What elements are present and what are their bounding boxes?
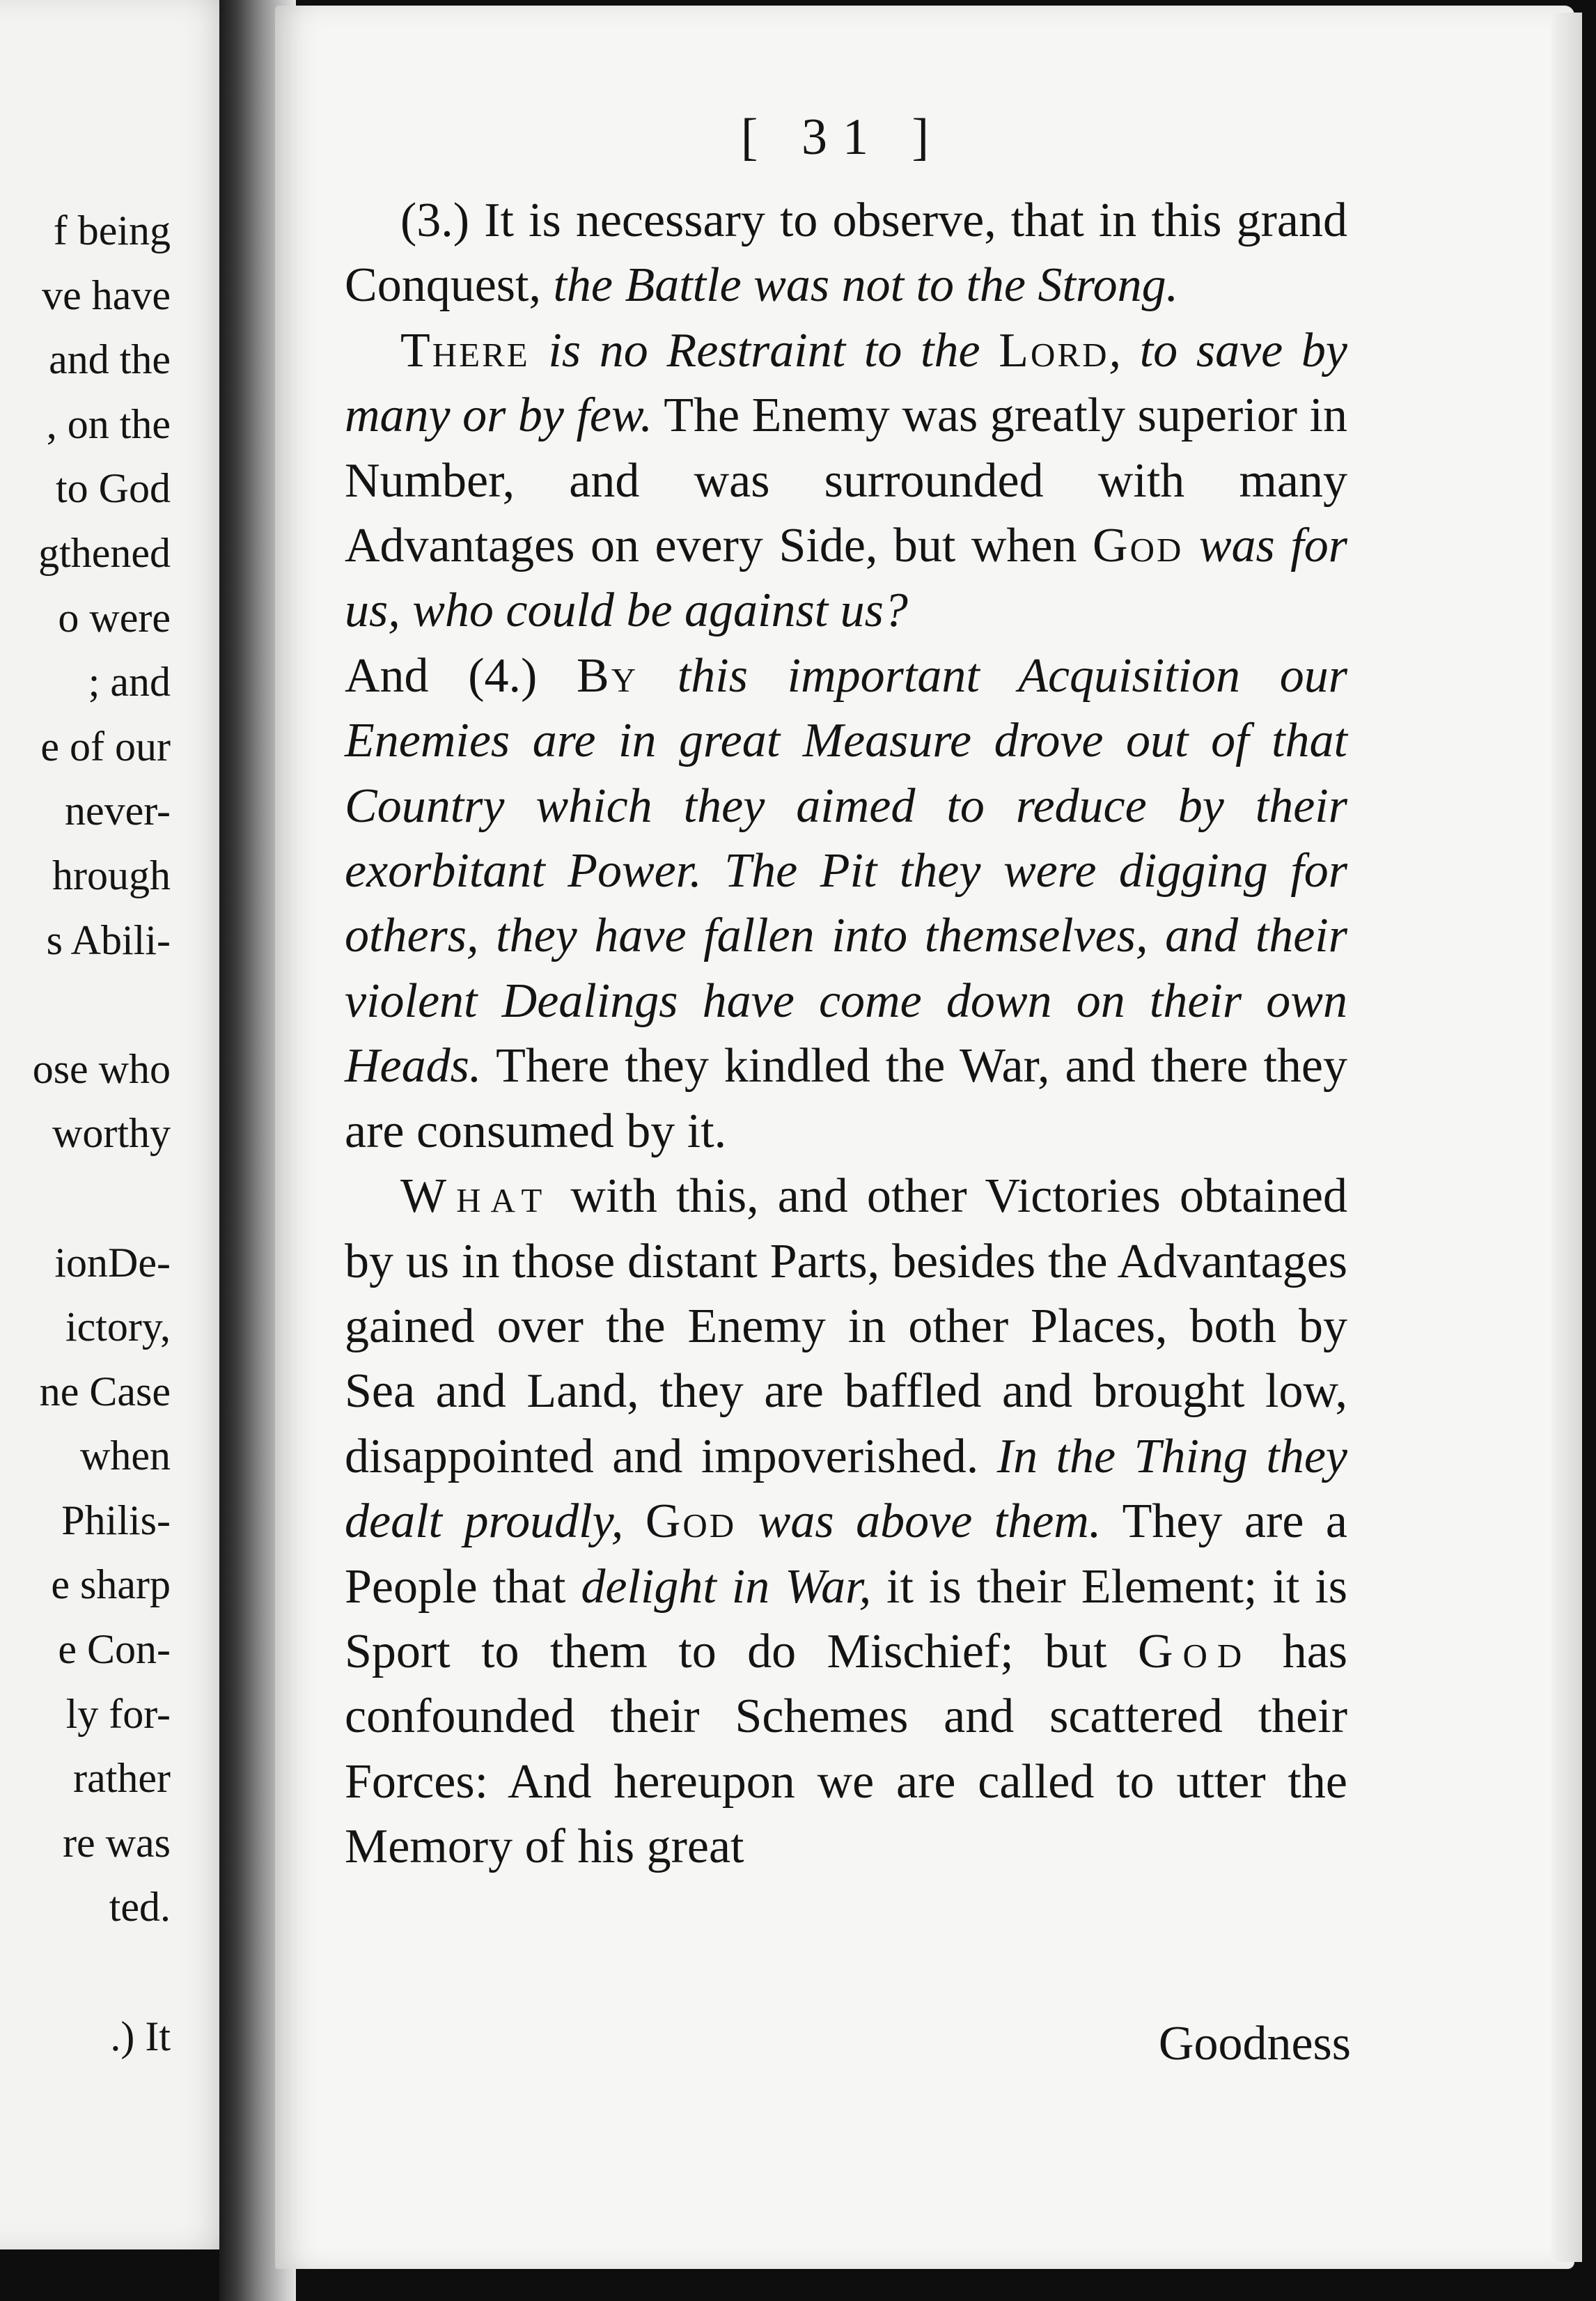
left-page-line: .) It <box>110 2013 171 2059</box>
left-page-line: when <box>80 1433 171 1479</box>
small-caps-run: God <box>1137 1624 1252 1678</box>
left-page-line: hrough <box>52 852 171 898</box>
italic-run: In the Thing they dealt proudly, <box>345 1429 1347 1549</box>
paragraph-3 <box>345 644 1347 1164</box>
small-caps-run: God <box>1093 519 1184 573</box>
left-page-line: s Abili- <box>46 916 171 963</box>
left-page-line: o were <box>58 594 171 641</box>
text-run: with this, and other Victories obtained by us in those distant Parts, besides the Advantages gained over the Enemy in other Places, both by Sea and Land, they are baffled and brought low, disappointed and impoverished. <box>345 1169 1347 1483</box>
paragraph-4 <box>345 1164 1347 1879</box>
small-caps-run: What <box>400 1169 552 1224</box>
small-caps-run: By <box>577 648 639 703</box>
text-run <box>623 1495 646 1548</box>
left-page-line: ve have <box>42 272 171 318</box>
text-run: The Enemy was greatly superior in Number, and was surrounded with many Advantages on every Side, but when <box>345 389 1347 573</box>
paragraph-2 <box>345 318 1347 644</box>
small-caps-run: God <box>645 1495 737 1549</box>
left-page-line: f being <box>53 208 171 254</box>
left-page-line: ionDe- <box>54 1239 171 1286</box>
left-page-line: re was <box>63 1819 171 1866</box>
left-page-line: rather <box>73 1755 171 1802</box>
page-edge <box>1551 13 1582 2262</box>
left-page-line: e Con- <box>58 1626 171 1673</box>
text-run: There they kindled the War, and there they are consumed by it. <box>345 1039 1347 1158</box>
small-caps-run: There <box>400 323 530 377</box>
left-page-line: , on the <box>46 400 171 447</box>
left-page-line: gthened <box>38 529 171 576</box>
left-page-line: to God <box>56 465 171 512</box>
left-page-line: ted. <box>109 1884 171 1930</box>
italic-run: , to save by many or by few. <box>345 323 1348 443</box>
left-page-line: ; and <box>88 659 171 705</box>
left-page-line: e sharp <box>51 1561 171 1608</box>
left-page-line <box>0 972 171 1037</box>
italic-run: is no Restraint to the <box>529 323 999 377</box>
left-page-line: Philis- <box>61 1497 171 1543</box>
left-page-line: ictory, <box>65 1304 171 1350</box>
left-page-text <box>0 198 171 2068</box>
page-body <box>345 188 1347 1880</box>
left-page-line <box>0 1940 171 2004</box>
text-run: (3.) It is necessary to observe, that in this grand Conquest, <box>345 194 1347 313</box>
text-run: it is their Element; it is Sport to them to do Mischief; but <box>345 1559 1348 1678</box>
left-facing-page <box>0 0 237 2249</box>
text-run: And (4.) <box>345 648 577 703</box>
left-page-line: ose who <box>32 1045 171 1092</box>
text-run: They are a People that <box>345 1495 1348 1614</box>
small-caps-run: Lord <box>999 323 1109 377</box>
italic-run: this important Acquisition our Enemies are in great Measure drove out of that Country which they aimed to reduce by their exorbitant Power. The Pit they were digging for others, they have fallen into themselves, and their violent Dealings have come down on their own Heads. <box>345 648 1347 1093</box>
paragraph-1 <box>345 188 1347 318</box>
left-page-line: ly for- <box>65 1690 171 1737</box>
left-page-line: never- <box>64 788 171 834</box>
italic-run: was above them. <box>736 1495 1102 1549</box>
text-run: has confounded their Schemes and scattered their Forces: And hereupon we are called to utter the Memory of his great <box>345 1624 1348 1874</box>
left-page-line: ne Case <box>39 1368 171 1414</box>
italic-run: the Battle was not to the Strong. <box>553 258 1179 313</box>
catchword: Goodness <box>1158 2017 1351 2070</box>
left-page-line: worthy <box>52 1110 171 1157</box>
left-page-line: e of our <box>40 723 171 770</box>
page-number: [ 31 ] <box>740 109 945 166</box>
italic-run: was for us, who could be against us? <box>345 519 1347 638</box>
italic-run: delight in War, <box>581 1559 872 1614</box>
left-page-line: and the <box>49 336 171 383</box>
left-page-line <box>0 1166 171 1231</box>
